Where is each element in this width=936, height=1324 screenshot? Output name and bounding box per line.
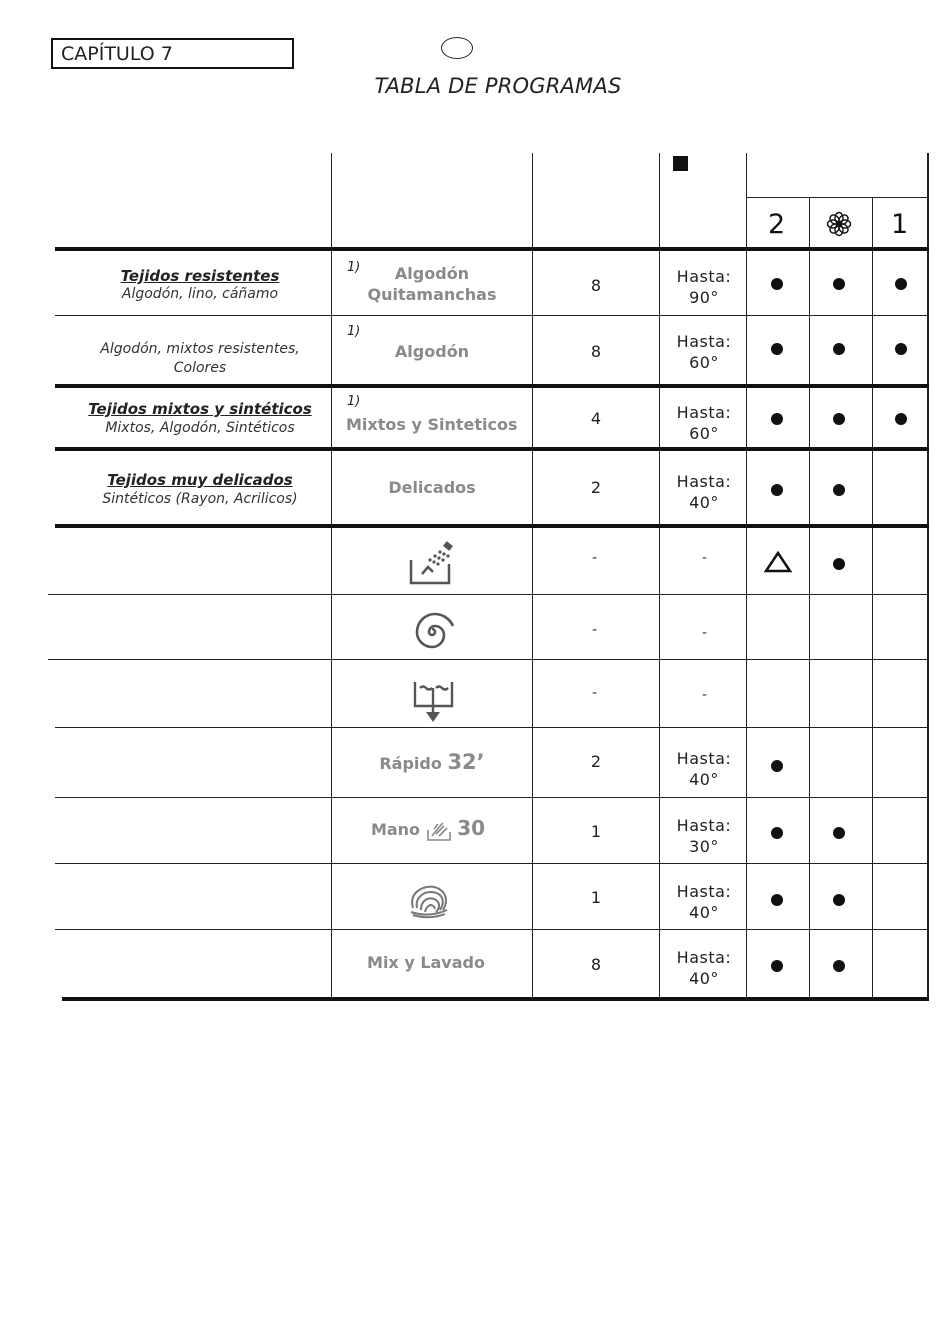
category-fabrics: Algodón, lino, cáñamo [121, 286, 279, 302]
program-name-part: 30 [457, 816, 486, 840]
fabrics-line: Colores [173, 360, 227, 376]
program-name [334, 263, 530, 305]
option-dot [771, 343, 783, 355]
row-separator-thick [55, 524, 929, 528]
max-load: - [592, 622, 598, 638]
triangle-icon [764, 551, 792, 577]
col-divider-right [927, 153, 929, 999]
temperature-value: 40° [689, 770, 719, 789]
max-temperature [662, 881, 746, 923]
temperature-label: Hasta: [676, 816, 732, 835]
temperature-label: Hasta: [676, 882, 732, 901]
row-separator [55, 797, 929, 798]
temperature-label: Hasta: [676, 332, 732, 351]
stop-square-icon [673, 156, 688, 171]
row-separator [48, 659, 929, 660]
temperature-value: 60° [689, 424, 719, 443]
chapter-label: CAPÍTULO 7 [51, 38, 294, 69]
max-temperature [662, 331, 746, 373]
spin-icon [410, 610, 454, 658]
option-dot [771, 278, 783, 290]
max-temperature [662, 471, 746, 513]
option-dot [895, 343, 907, 355]
max-load: 4 [590, 409, 602, 428]
category-fabrics: Sintéticos (Rayon, Acrilicos) [102, 491, 298, 507]
program-name [336, 818, 520, 842]
temperature-label: Hasta: [676, 472, 732, 491]
option-dot [833, 484, 845, 496]
handwash-icon [426, 820, 452, 842]
temperature-value: 40° [689, 903, 719, 922]
option-2-label: 2 [768, 209, 786, 240]
col-divider-4 [746, 153, 747, 999]
table-bottom-line [62, 997, 929, 1001]
option-dot [833, 413, 845, 425]
program-name [334, 752, 530, 774]
program-name-part: Mano [370, 820, 421, 839]
row-separator-thick [55, 384, 929, 388]
category-fabrics: Mixtos, Algodón, Sintéticos [105, 420, 295, 436]
drain-icon [412, 678, 456, 728]
temperature-label: Hasta: [676, 403, 732, 422]
option-dot [895, 278, 907, 290]
temperature-label: Hasta: [676, 948, 732, 967]
program-name-line: Algodón [394, 264, 470, 283]
row-separator [55, 929, 929, 930]
option-1-label: 1 [891, 209, 909, 240]
max-load: 1 [590, 822, 602, 841]
max-temperature [662, 947, 746, 989]
program-name-part: Rápido [379, 754, 442, 773]
page-title: TABLA DE PROGRAMAS [374, 74, 622, 98]
temperature-value: 40° [689, 969, 719, 988]
option-dot [833, 894, 845, 906]
row-separator-thick [55, 247, 929, 251]
row-separator [48, 594, 929, 595]
max-load: - [592, 550, 598, 566]
option-dot [833, 827, 845, 839]
row-separator-thick [55, 447, 929, 451]
max-temperature: - [702, 550, 708, 566]
max-temperature: - [702, 625, 708, 641]
max-load: 8 [590, 955, 602, 974]
option-dot [771, 827, 783, 839]
temperature-value: 40° [689, 493, 719, 512]
max-temperature [662, 266, 746, 308]
fabrics-line: Algodón, mixtos resistentes, [100, 341, 300, 357]
col-divider-3 [659, 153, 660, 999]
max-temperature [662, 815, 746, 857]
category-title: Tejidos resistentes [120, 267, 280, 285]
footnote-marker: 1) [347, 324, 361, 339]
program-name: Mix y Lavado [367, 953, 485, 972]
header-subline [746, 197, 928, 198]
option-dot [833, 278, 845, 290]
program-name-line: Quitamanchas [367, 285, 497, 304]
option-dot [833, 960, 845, 972]
category-title: Tejidos mixtos y sintéticos [88, 400, 312, 418]
col-divider-2 [532, 153, 533, 999]
category-fabrics [56, 340, 344, 378]
flower-icon [826, 211, 852, 241]
temperature-label: Hasta: [676, 749, 732, 768]
language-oval [441, 37, 473, 59]
option-dot [771, 413, 783, 425]
row-separator [55, 315, 929, 316]
temperature-value: 60° [689, 353, 719, 372]
option-dot [771, 484, 783, 496]
option-dot [771, 760, 783, 772]
temperature-value: 90° [689, 288, 719, 307]
col-divider-6 [872, 198, 873, 999]
option-dot [833, 558, 845, 570]
wool-icon [407, 878, 451, 924]
footnote-marker: 1) [347, 394, 361, 409]
temperature-label: Hasta: [676, 267, 732, 286]
program-name: Mixtos y Sinteticos [346, 415, 518, 434]
temperature-value: 30° [689, 837, 719, 856]
max-temperature: - [702, 687, 708, 703]
program-name: Delicados [388, 478, 476, 497]
max-load: 2 [590, 752, 602, 771]
program-name: Algodón [394, 342, 470, 361]
program-name-part: 32’ [447, 750, 485, 774]
option-dot [895, 413, 907, 425]
max-load: - [592, 685, 598, 701]
option-dot [771, 894, 783, 906]
option-dot [833, 343, 845, 355]
row-separator [55, 863, 929, 864]
max-temperature [662, 402, 746, 444]
row-separator [55, 727, 929, 728]
max-load: 8 [590, 276, 602, 295]
col-divider-5 [809, 198, 810, 999]
max-load: 1 [590, 888, 602, 907]
max-load: 2 [590, 478, 602, 497]
footnote-marker: 1) [347, 260, 361, 275]
category-title: Tejidos muy delicados [107, 471, 293, 489]
rinse-icon [408, 540, 454, 590]
max-load: 8 [590, 342, 602, 361]
max-temperature [662, 748, 746, 790]
option-dot [771, 960, 783, 972]
